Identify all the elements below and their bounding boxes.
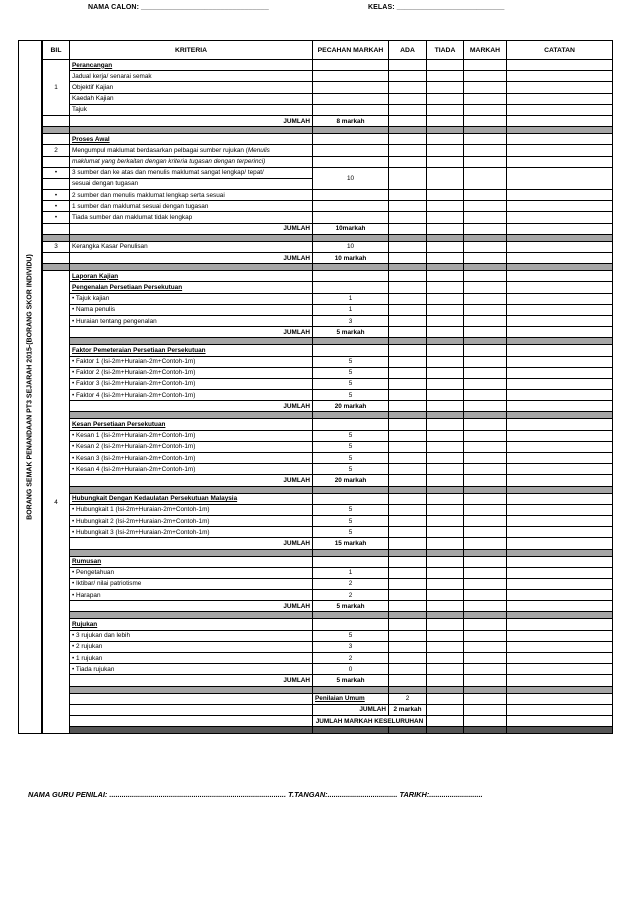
jumlah-label: JUMLAH [70, 253, 313, 264]
table-row [43, 578, 613, 589]
separator-row [43, 486, 613, 493]
s4b-title: Faktor Pemeteraian Persetiaan Persekutuan [70, 345, 313, 356]
table-row [43, 304, 613, 315]
s4e-total: 5 markah [313, 601, 389, 612]
s4e-value: 2 [313, 578, 389, 589]
separator-row [43, 612, 613, 619]
s2-bullet-1: 3 sumber dan ke atas dan menulis maklumat sangat lengkap/ tepat/ [70, 167, 313, 178]
s4b-total: 20 markah [313, 401, 389, 412]
table-row [43, 93, 613, 104]
table-row [43, 167, 613, 178]
table-row [43, 653, 613, 664]
table-row [43, 212, 613, 223]
s4e-title: Rumusan [70, 556, 313, 567]
s4a-value: 3 [313, 315, 389, 326]
table-row [43, 453, 613, 464]
table-row [43, 390, 613, 401]
s2-bullet-4: Tiada sumber dan maklumat tidak lengkap [70, 212, 313, 223]
jumlah-row [43, 253, 613, 264]
s4d-title: Hubungkait Dengan Kedaulatan Persekutuan Malaysia [70, 493, 313, 504]
table-row [43, 367, 613, 378]
table-row [43, 356, 613, 367]
s4f-item: • 1 rujukan [70, 653, 313, 664]
jumlah-row [43, 538, 613, 549]
bullet: • [43, 201, 70, 212]
s3-total: 10 markah [313, 253, 389, 264]
s4e-item: • Pengetahuan [70, 567, 313, 578]
s5-total: 2 markah [389, 704, 427, 715]
s4f-title: Rujukan [70, 619, 313, 630]
jumlah-label: JUMLAH [313, 704, 389, 715]
jumlah-row [43, 401, 613, 412]
s4f-item: • 3 rujukan dan lebih [70, 630, 313, 641]
s4f-item: • Tiada rujukan [70, 664, 313, 675]
table-row [43, 419, 613, 430]
table-row [43, 504, 613, 515]
table-row [43, 293, 613, 304]
s4b-item: • Faktor 4 (Isi-2m+Huraian-2m+Contoh-1m) [70, 390, 313, 401]
s1-item: Tajuk [70, 104, 313, 115]
s4d-total: 15 markah [313, 538, 389, 549]
table-row [43, 567, 613, 578]
s4a-item: • Huraian tentang pengenalan [70, 315, 313, 326]
table-row [43, 693, 613, 704]
separator-row [43, 264, 613, 271]
table-row [43, 104, 613, 115]
s4d-item: • Hubungkait 3 (Isi-2m+Huraian-2m+Contoh-1m) [70, 527, 313, 538]
jumlah-row [43, 223, 613, 234]
s4-num: 4 [43, 271, 70, 734]
col-pecahan: PECAHAN MARKAH [313, 41, 389, 60]
nama-calon-label: NAMA CALON: ________________________________ [88, 4, 269, 11]
side-title-box [18, 40, 42, 734]
assessment-table [42, 40, 613, 734]
jumlah-label: JUMLAH [70, 675, 313, 686]
table-row [43, 441, 613, 452]
col-markah: MARKAH [464, 41, 507, 60]
col-ada: ADA [389, 41, 427, 60]
s4a-value: 1 [313, 304, 389, 315]
jumlah-label: JUMLAH [70, 327, 313, 338]
s4-title: Laporan Kajian [70, 271, 313, 282]
s4c-title: Kesan Persetiaan Persekutuan [70, 419, 313, 430]
table-row [43, 156, 613, 167]
table-row [43, 190, 613, 201]
s4c-value: 5 [313, 441, 389, 452]
separator-row [43, 686, 613, 693]
s4f-value: 0 [313, 664, 389, 675]
s4c-item: • Kesan 1 (Isi-2m+Huraian-2m+Contoh-1m) [70, 430, 313, 441]
jumlah-label: JUMLAH [70, 601, 313, 612]
jumlah-row [43, 115, 613, 126]
s2-bullet-2: 2 sumber dan menulis maklumat lengkap serta sesuai [70, 190, 313, 201]
s4f-value: 2 [313, 653, 389, 664]
table-row [43, 345, 613, 356]
s1-item: Jadual kerja/ senarai semak [70, 71, 313, 82]
table-row [43, 590, 613, 601]
s2-total: 10markah [313, 223, 389, 234]
s4d-value: 5 [313, 504, 389, 515]
jumlah-row [43, 475, 613, 486]
jumlah-label: JUMLAH [70, 401, 313, 412]
s3-title: Kerangka Kasar Penulisan [70, 241, 313, 252]
table-row [43, 378, 613, 389]
s4a-value: 1 [313, 293, 389, 304]
table-row [43, 71, 613, 82]
separator-row [43, 127, 613, 134]
s4b-value: 5 [313, 378, 389, 389]
table-row [43, 641, 613, 652]
s1-num: 1 [43, 60, 70, 116]
s4c-total: 20 markah [313, 475, 389, 486]
jumlah-label: JUMLAH [70, 223, 313, 234]
jumlah-label: JUMLAH [70, 538, 313, 549]
table-row [43, 430, 613, 441]
table-row [43, 556, 613, 567]
kelas-label: KELAS: ___________________________ [368, 4, 505, 11]
table-row [43, 630, 613, 641]
s1-total: 8 markah [313, 115, 389, 126]
s1-title: Perancangan [70, 60, 313, 71]
s5-title: Penilaian Umum [313, 693, 389, 704]
table-row [43, 82, 613, 93]
s4a-total: 5 markah [313, 327, 389, 338]
table-row [43, 619, 613, 630]
s4a-item: • Nama penulis [70, 304, 313, 315]
s4e-item: • Harapan [70, 590, 313, 601]
s4e-item: • Iktibar/ nilai patriotisme [70, 578, 313, 589]
s4b-value: 5 [313, 390, 389, 401]
s1-item: Objektif Kajian [70, 82, 313, 93]
table-row [43, 527, 613, 538]
col-catatan: CATATAN [507, 41, 613, 60]
s4c-item: • Kesan 2 (Isi-2m+Huraian-2m+Contoh-1m) [70, 441, 313, 452]
col-tiada: TIADA [427, 41, 464, 60]
s4d-item: • Hubungkait 1 (Isi-2m+Huraian-2m+Contoh-1m) [70, 504, 313, 515]
jumlah-row [43, 675, 613, 686]
s4b-item: • Faktor 3 (Isi-2m+Huraian-2m+Contoh-1m) [70, 378, 313, 389]
s3-num: 3 [43, 241, 70, 252]
table-row [43, 60, 613, 71]
s4b-item: • Faktor 1 (Isi-2m+Huraian-2m+Contoh-1m) [70, 356, 313, 367]
s4f-value: 5 [313, 630, 389, 641]
s4f-item: • 2 rujukan [70, 641, 313, 652]
s4f-total: 5 markah [313, 675, 389, 686]
table-header-row [43, 41, 613, 60]
bullet: • [43, 190, 70, 201]
s4c-item: • Kesan 4 (Isi-2m+Huraian-2m+Contoh-1m) [70, 464, 313, 475]
grand-total-label: JUMLAH MARKAH KESELURUHAN [313, 715, 427, 726]
s4f-value: 3 [313, 641, 389, 652]
s2-bullet-1-cont: sesuai dengan tugasan [70, 178, 313, 189]
table-row [43, 201, 613, 212]
s4a-item: • Tajuk kajian [70, 293, 313, 304]
s4d-value: 5 [313, 527, 389, 538]
separator-row [43, 338, 613, 345]
table-row [43, 134, 613, 145]
col-bil: BIL [43, 41, 70, 60]
s4c-item: • Kesan 3 (Isi-2m+Huraian-2m+Contoh-1m) [70, 453, 313, 464]
s4e-value: 2 [313, 590, 389, 601]
side-title: BORANG SEMAK PENANDAAN PT3 SEJARAH 2015-(BORANG SKOR INDIVIDU) [26, 254, 34, 520]
jumlah-row [43, 327, 613, 338]
col-kriteria: KRITERIA [70, 41, 313, 60]
s3-value: 10 [313, 241, 389, 252]
separator-row [43, 549, 613, 556]
jumlah-label: JUMLAH [70, 475, 313, 486]
table-row [43, 664, 613, 675]
jumlah-label: JUMLAH [70, 115, 313, 126]
s2-bullet-3: 1 sumber dan maklumat sesuai dengan tugasan [70, 201, 313, 212]
jumlah-row [43, 601, 613, 612]
grand-total-row [43, 715, 613, 726]
s4b-value: 5 [313, 356, 389, 367]
s5-value: 2 [389, 693, 427, 704]
s1-item: Kaedah Kajian [70, 93, 313, 104]
table-row [43, 271, 613, 282]
table-row [43, 282, 613, 293]
table-row [43, 315, 613, 326]
table-row [43, 145, 613, 156]
s2-value: 10 [313, 167, 389, 189]
s4a-title: Pengenalan Persetiaan Persekutuan [70, 282, 313, 293]
s2-intro: Mengumpul maklumat berdasarkan pelbagai sumber rujukan (Menulis [70, 145, 313, 156]
table-row [43, 515, 613, 526]
footer-signature-line: NAMA GURU PENILAI: ...................................................................................... T.TANGAN:.................................. TARIKH:.......................... [28, 790, 483, 799]
separator-row [43, 727, 613, 734]
table-row [43, 493, 613, 504]
s4c-value: 5 [313, 430, 389, 441]
separator-row [43, 412, 613, 419]
s4c-value: 5 [313, 453, 389, 464]
bullet: • [43, 167, 70, 178]
s4d-value: 5 [313, 515, 389, 526]
jumlah-row [43, 704, 613, 715]
s4d-item: • Hubungkait 2 (Isi-2m+Huraian-2m+Contoh-1m) [70, 515, 313, 526]
table-row [43, 241, 613, 252]
table-row [43, 464, 613, 475]
bullet: • [43, 212, 70, 223]
s2-intro-cont: maklumat yang berkaitan dengan kriteria tugasan dengan terperinci) [70, 156, 313, 167]
s4b-item: • Faktor 2 (Isi-2m+Huraian-2m+Contoh-1m) [70, 367, 313, 378]
separator-row [43, 234, 613, 241]
s4e-value: 1 [313, 567, 389, 578]
s4c-value: 5 [313, 464, 389, 475]
s2-num: 2 [43, 145, 70, 156]
s4b-value: 5 [313, 367, 389, 378]
s2-title: Proses Awal [70, 134, 313, 145]
